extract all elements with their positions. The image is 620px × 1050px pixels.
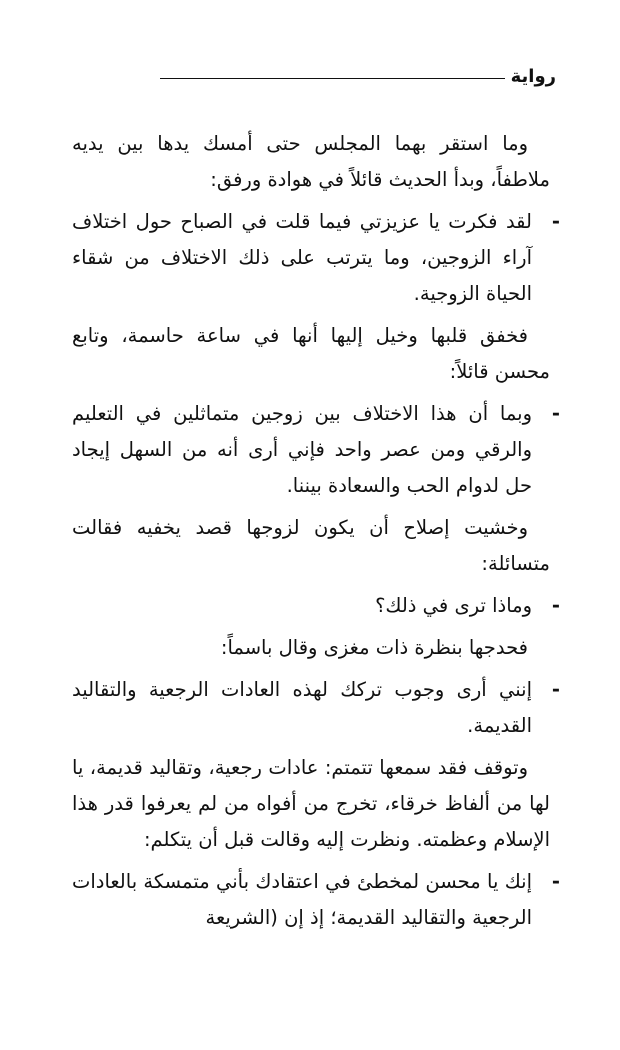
running-header <box>160 62 556 92</box>
dialogue-text: لقد فكرت يا عزيزتي فيما قلت في الصباح حول اختلاف آراء الزوجين، وما يترتب على ذلك الاختلاف من شقاء الحياة الزوجية. <box>72 210 532 305</box>
narration-paragraph: فحدجها بنظرة ذات مغزى وقال باسماً: <box>220 636 528 659</box>
dialogue-line <box>72 396 560 504</box>
running-header-title: رواية <box>510 66 556 87</box>
dialogue-line <box>72 588 560 624</box>
dialogue-dash: - <box>551 210 560 233</box>
dialogue-dash: - <box>551 870 560 893</box>
dialogue-line <box>72 672 560 744</box>
dialogue-dash: - <box>551 402 560 425</box>
header-rule <box>160 78 505 79</box>
dialogue-text: وماذا ترى في ذلك؟ <box>375 594 532 617</box>
narration-paragraph: وتوقف فقد سمعها تتمتم: عادات رجعية، وتقاليد قديمة، يا لها من ألفاظ خرقاء، تخرج من أفواه من لم يعرفوا قدر هذا الإسلام وعظمته. ونظرت إليه وقالت قبل أن يتكلم: <box>72 756 550 851</box>
narration-paragraph: وما استقر بهما المجلس حتى أمسك يدها بين يديه ملاطفاً، وبدأ الحديث قائلاً في هوادة ورفق: <box>72 132 550 191</box>
dialogue-dash: - <box>551 594 560 617</box>
narration-paragraph: فخفق قلبها وخيل إليها أنها في ساعة حاسمة، وتابع محسن قائلاً: <box>72 324 550 383</box>
page-body <box>72 126 560 942</box>
dialogue-line <box>72 864 560 936</box>
dialogue-line <box>72 204 560 312</box>
dialogue-text: وبما أن هذا الاختلاف بين زوجين متماثلين في التعليم والرقي ومن عصر واحد فإني أرى أنه من السهل إيجاد حل لدوام الحب والسعادة بيننا. <box>72 402 532 497</box>
narration-paragraph: وخشيت إصلاح أن يكون لزوجها قصد يخفيه فقالت متسائلة: <box>72 516 550 575</box>
dialogue-text: إنك يا محسن لمخطئ في اعتقادك بأني متمسكة بالعادات الرجعية والتقاليد القديمة؛ إذ إن (الشريعة <box>72 870 532 929</box>
dialogue-text: إنني أرى وجوب تركك لهذه العادات الرجعية والتقاليد القديمة. <box>72 678 532 737</box>
dialogue-dash: - <box>551 678 560 701</box>
